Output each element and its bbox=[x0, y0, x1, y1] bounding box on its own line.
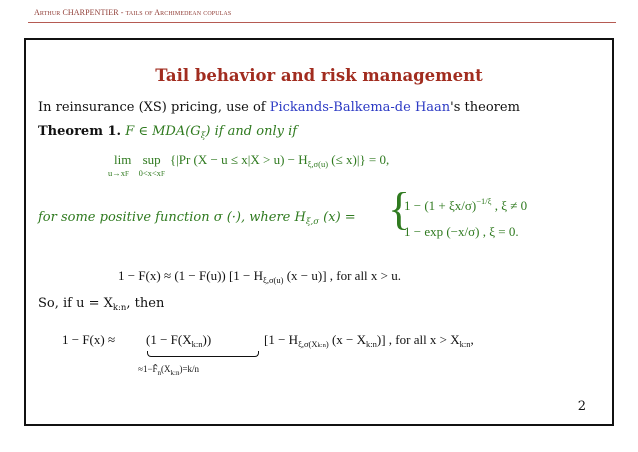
header-divider bbox=[28, 22, 616, 23]
limit-body: {|Pr $(X - u \le x|X > u) - H_{\xi,\sigma(u)}$ (≤ x)|} = 0, bbox=[169, 152, 390, 169]
pbdh-link[interactable]: Pickands-Balkema-de Haan bbox=[269, 100, 451, 115]
so-line: So, if $u = X_{k:n}$, then bbox=[38, 296, 165, 313]
final-equation-right: [$1 - H_{\xi,\sigma(Xk:n)}$ $(x - X_{k:n})$] , for all $x > X_{k:n}$, bbox=[264, 332, 474, 349]
sup-subscript: 0<x<xF bbox=[138, 168, 165, 178]
underbrace bbox=[147, 351, 259, 357]
intro-prefix: In reinsurance (XS) pricing, use of bbox=[38, 100, 270, 115]
lim-subscript: u→xF bbox=[108, 168, 129, 178]
intro-line bbox=[38, 100, 520, 115]
underbrace-note: $\approx 1-F̂_n(X_{k:n})=k/n$ bbox=[138, 364, 200, 377]
theorem-head: F ∈ $MDA(G_\xi)$ if and only if bbox=[125, 124, 298, 141]
limit-equation bbox=[108, 152, 390, 178]
approximation-equation: 1 − F(x) ≈ (1 − F(u)) [$1 - H_{\xi,\sigma(u)}$ (x − u)] , for all x > u. bbox=[118, 268, 402, 285]
theorem-label: Theorem 1. bbox=[38, 124, 122, 139]
slide-title: Tail behavior and risk management bbox=[155, 66, 483, 85]
running-header: Arthur CHARPENTIER - tails of Archimedean copulas bbox=[34, 8, 232, 17]
lim-operator: lim bbox=[114, 152, 132, 167]
page-number: 2 bbox=[577, 399, 586, 414]
slide-frame bbox=[24, 38, 614, 426]
intro-suffix: 's theorem bbox=[450, 100, 520, 115]
final-equation-left: 1 − F(x) ≈ bbox=[62, 332, 116, 347]
underbraced-term: $(1 - F(X_{k:n}))$ bbox=[146, 332, 212, 349]
sup-operator: sup bbox=[142, 152, 161, 167]
case-zero: 1 − exp (−x/σ) , ξ = 0. bbox=[404, 224, 519, 239]
cases-brace: { bbox=[388, 183, 411, 234]
theorem-line bbox=[38, 124, 297, 141]
case-nonzero: $1 - (1 + \xi x/\sigma)^{-1/\xi}$ , ξ ≠ 0 bbox=[404, 196, 528, 213]
condition-line: for some positive function σ (·), where $H_{\xi,\sigma}$ (x) = bbox=[38, 210, 356, 227]
